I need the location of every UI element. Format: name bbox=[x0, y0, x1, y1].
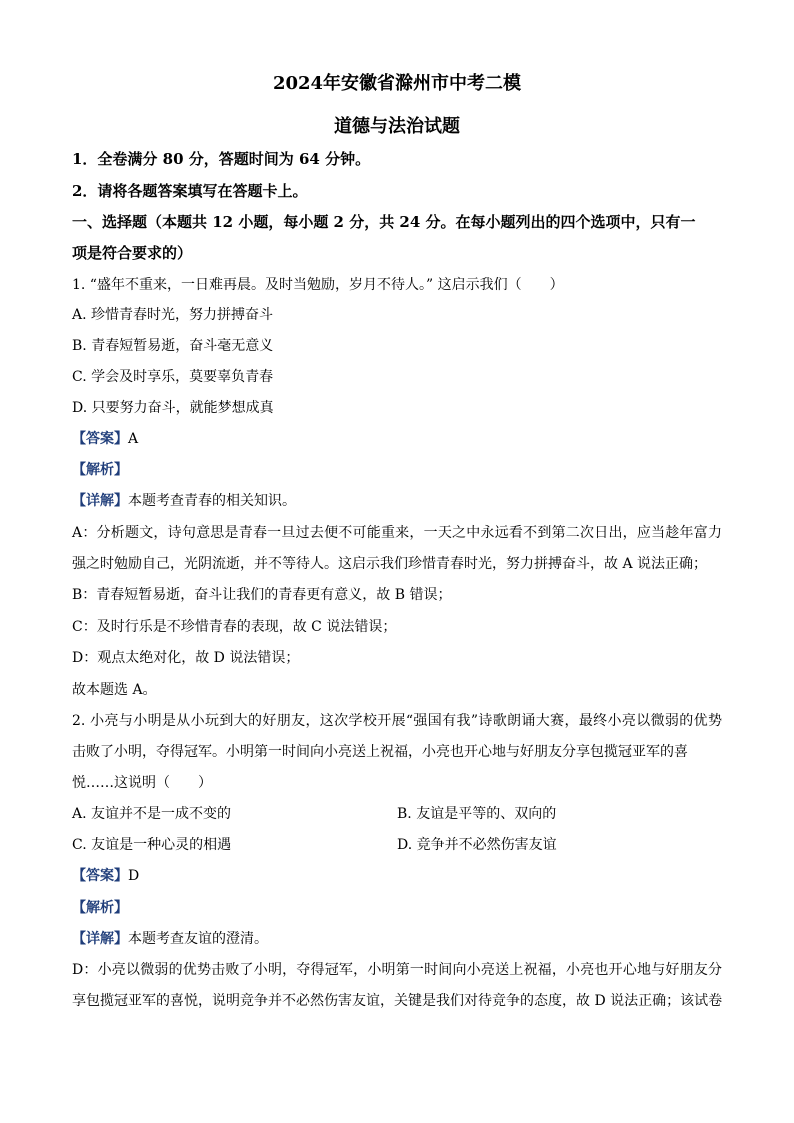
q2-stem-line-2: 击败了小明，夺得冠军。小明第一时间向小亮送上祝福，小亮也开心地与好朋友分享包揽冠亚军的喜 bbox=[72, 744, 688, 760]
q1-explanation-4: C：及时行乐是不珍惜青春的表现，故 C 说法错误； bbox=[72, 619, 397, 635]
analysis-tag: 【解析】 bbox=[72, 462, 128, 478]
detail-tag: 【详解】 bbox=[72, 931, 128, 947]
answer-tag: 【答案】 bbox=[72, 868, 128, 884]
q2-explanation-1: D：小亮以微弱的优势击败了小明，夺得冠军，小明第一时间向小亮送上祝福，小亮也开心地与好朋友分 bbox=[72, 962, 722, 978]
answer-tag: 【答案】 bbox=[72, 431, 128, 447]
q2-stem-line-1: 2. 小亮与小明是从小玩到大的好朋友，这次学校开展“强国有我”诗歌朗诵大赛，最终小亮以微弱的优势 bbox=[72, 713, 722, 729]
q2-option-d: D. 竞争并不必然伤害友谊 bbox=[397, 837, 557, 853]
q2-stem-line-3: 悦……这说明（ ） bbox=[72, 775, 212, 791]
answer-value: A bbox=[128, 431, 139, 447]
detail-text: 本题考查友谊的澄清。 bbox=[128, 931, 268, 947]
instruction-1: 1．全卷满分 80 分，答题时间为 64 分钟。 bbox=[72, 150, 371, 168]
document-title: 2024年安徽省滁州市中考二模 bbox=[272, 73, 522, 94]
q1-explanation-6: 故本题选 A。 bbox=[72, 682, 157, 698]
q2-detail bbox=[72, 929, 268, 949]
q1-answer bbox=[72, 429, 138, 449]
q1-explanation-1: A：分析题文，诗句意思是青春一旦过去便不可能重来，一天之中永远看不到第二次日出，应当趁年富力 bbox=[72, 525, 722, 541]
document-subtitle: 道德与法治试题 bbox=[334, 116, 460, 137]
q2-analysis-tag bbox=[72, 898, 128, 918]
q1-explanation-2: 强之时勉励自己，光阴流逝，并不等待人。这启示我们珍惜青春时光，努力拼搏奋斗，故 A 说法正确； bbox=[72, 556, 708, 572]
detail-text: 本题考查青春的相关知识。 bbox=[128, 493, 296, 509]
instruction-2: 2．请将各题答案填写在答题卡上。 bbox=[72, 182, 308, 200]
q1-option-c: C. 学会及时享乐，莫要辜负青春 bbox=[72, 369, 274, 385]
section-heading-line-2: 项是符合要求的） bbox=[72, 244, 193, 262]
q1-explanation-3: B：青春短暂易逝，奋斗让我们的青春更有意义，故 B 错误； bbox=[72, 587, 452, 603]
answer-value: D bbox=[128, 868, 140, 884]
q2-explanation-2: 享包揽冠亚军的喜悦，说明竞争并不必然伤害友谊，关键是我们对待竞争的态度，故 D 说法正确；该试卷 bbox=[72, 993, 723, 1009]
q2-option-b: B. 友谊是平等的、双向的 bbox=[397, 806, 557, 822]
q1-analysis-tag bbox=[72, 460, 128, 480]
q1-detail bbox=[72, 491, 296, 511]
q2-option-a: A. 友谊并不是一成不变的 bbox=[72, 806, 232, 822]
analysis-tag: 【解析】 bbox=[72, 900, 128, 916]
q2-option-c: C. 友谊是一种心灵的相遇 bbox=[72, 837, 232, 853]
q1-option-a: A. 珍惜青春时光，努力拼搏奋斗 bbox=[72, 307, 274, 323]
q1-stem: 1. “盛年不重来，一日难再晨。及时当勉励，岁月不待人。” 这启示我们（ ） bbox=[72, 277, 564, 293]
q1-explanation-5: D：观点太绝对化，故 D 说法错误； bbox=[72, 650, 300, 666]
section-heading-line-1: 一、选择题（本题共 12 小题，每小题 2 分，共 24 分。在每小题列出的四个选项中，只有一 bbox=[72, 213, 696, 231]
q2-answer bbox=[72, 866, 139, 886]
detail-tag: 【详解】 bbox=[72, 493, 128, 509]
q1-option-b: B. 青春短暂易逝，奋斗毫无意义 bbox=[72, 338, 274, 354]
q1-option-d: D. 只要努力奋斗，就能梦想成真 bbox=[72, 400, 274, 416]
